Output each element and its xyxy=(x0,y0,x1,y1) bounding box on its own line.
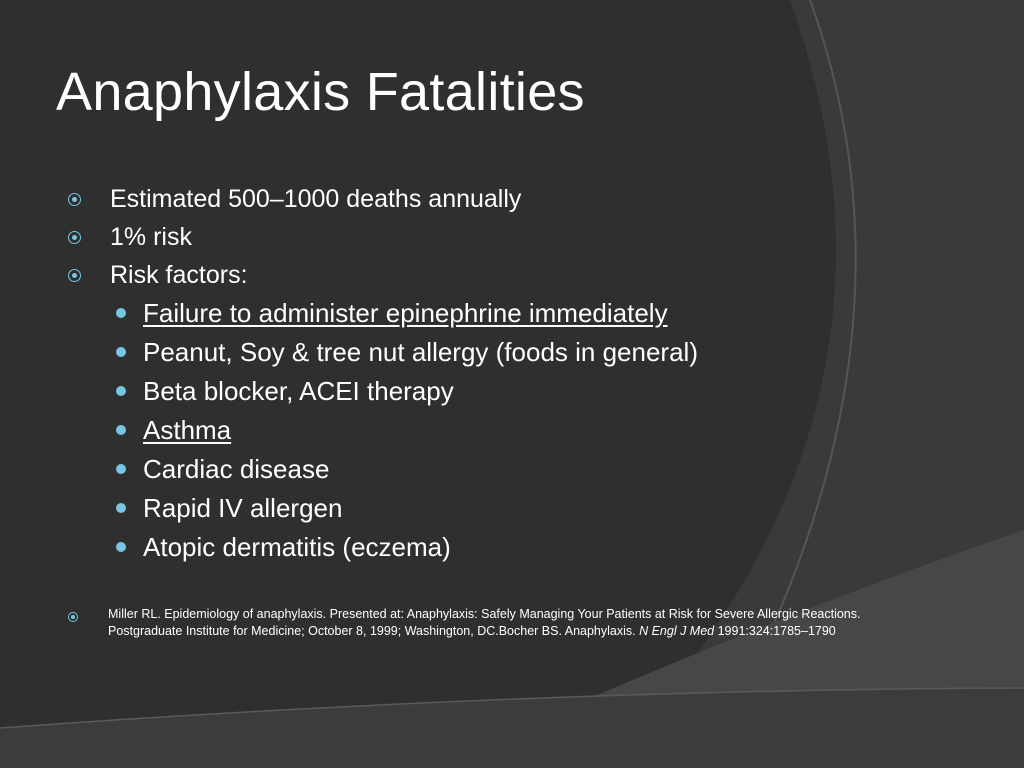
filled-dot-icon xyxy=(116,503,126,513)
sub-bullet-text: Atopic dermatitis (eczema) xyxy=(143,532,451,562)
circle-dot-icon xyxy=(68,612,78,622)
slide-title: Anaphylaxis Fatalities xyxy=(56,62,585,122)
sub-bullet-text: Beta blocker, ACEI therapy xyxy=(143,376,454,406)
filled-dot-icon xyxy=(116,542,126,552)
filled-dot-icon xyxy=(116,347,126,357)
filled-dot-icon xyxy=(116,386,126,396)
filled-dot-icon xyxy=(116,425,126,435)
sub-bullet-text: Rapid IV allergen xyxy=(143,493,343,523)
reference-volume: 1991:324:1785–1790 xyxy=(714,624,836,638)
reference-text: Miller RL. Epidemiology of anaphylaxis. Presented at: Anaphylaxis: Safely Managing Your Patients at Risk for Severe Allergic Reactions. Postgraduate Institute for Medicine; October 8, 1999; Washington, DC.Bocher BS. Anaphylaxis. xyxy=(108,607,861,638)
circle-dot-icon xyxy=(68,231,81,244)
sub-bullet-text: Cardiac disease xyxy=(143,454,330,484)
reference-citation xyxy=(108,606,893,640)
circle-dot-icon xyxy=(68,269,81,282)
sub-bullet-text: Failure to administer epinephrine immediately xyxy=(143,298,668,328)
filled-dot-icon xyxy=(116,308,126,318)
filled-dot-icon xyxy=(116,464,126,474)
circle-dot-icon xyxy=(68,193,81,206)
bullet-text: Risk factors: xyxy=(110,261,248,289)
reference-journal: N Engl J Med xyxy=(639,624,715,638)
bullet-text: 1% risk xyxy=(110,223,192,251)
sub-bullet-text: Asthma xyxy=(143,415,232,445)
sub-bullet-text: Peanut, Soy & tree nut allergy (foods in general) xyxy=(143,337,698,367)
bullet-text: Estimated 500–1000 deaths annually xyxy=(110,185,522,213)
